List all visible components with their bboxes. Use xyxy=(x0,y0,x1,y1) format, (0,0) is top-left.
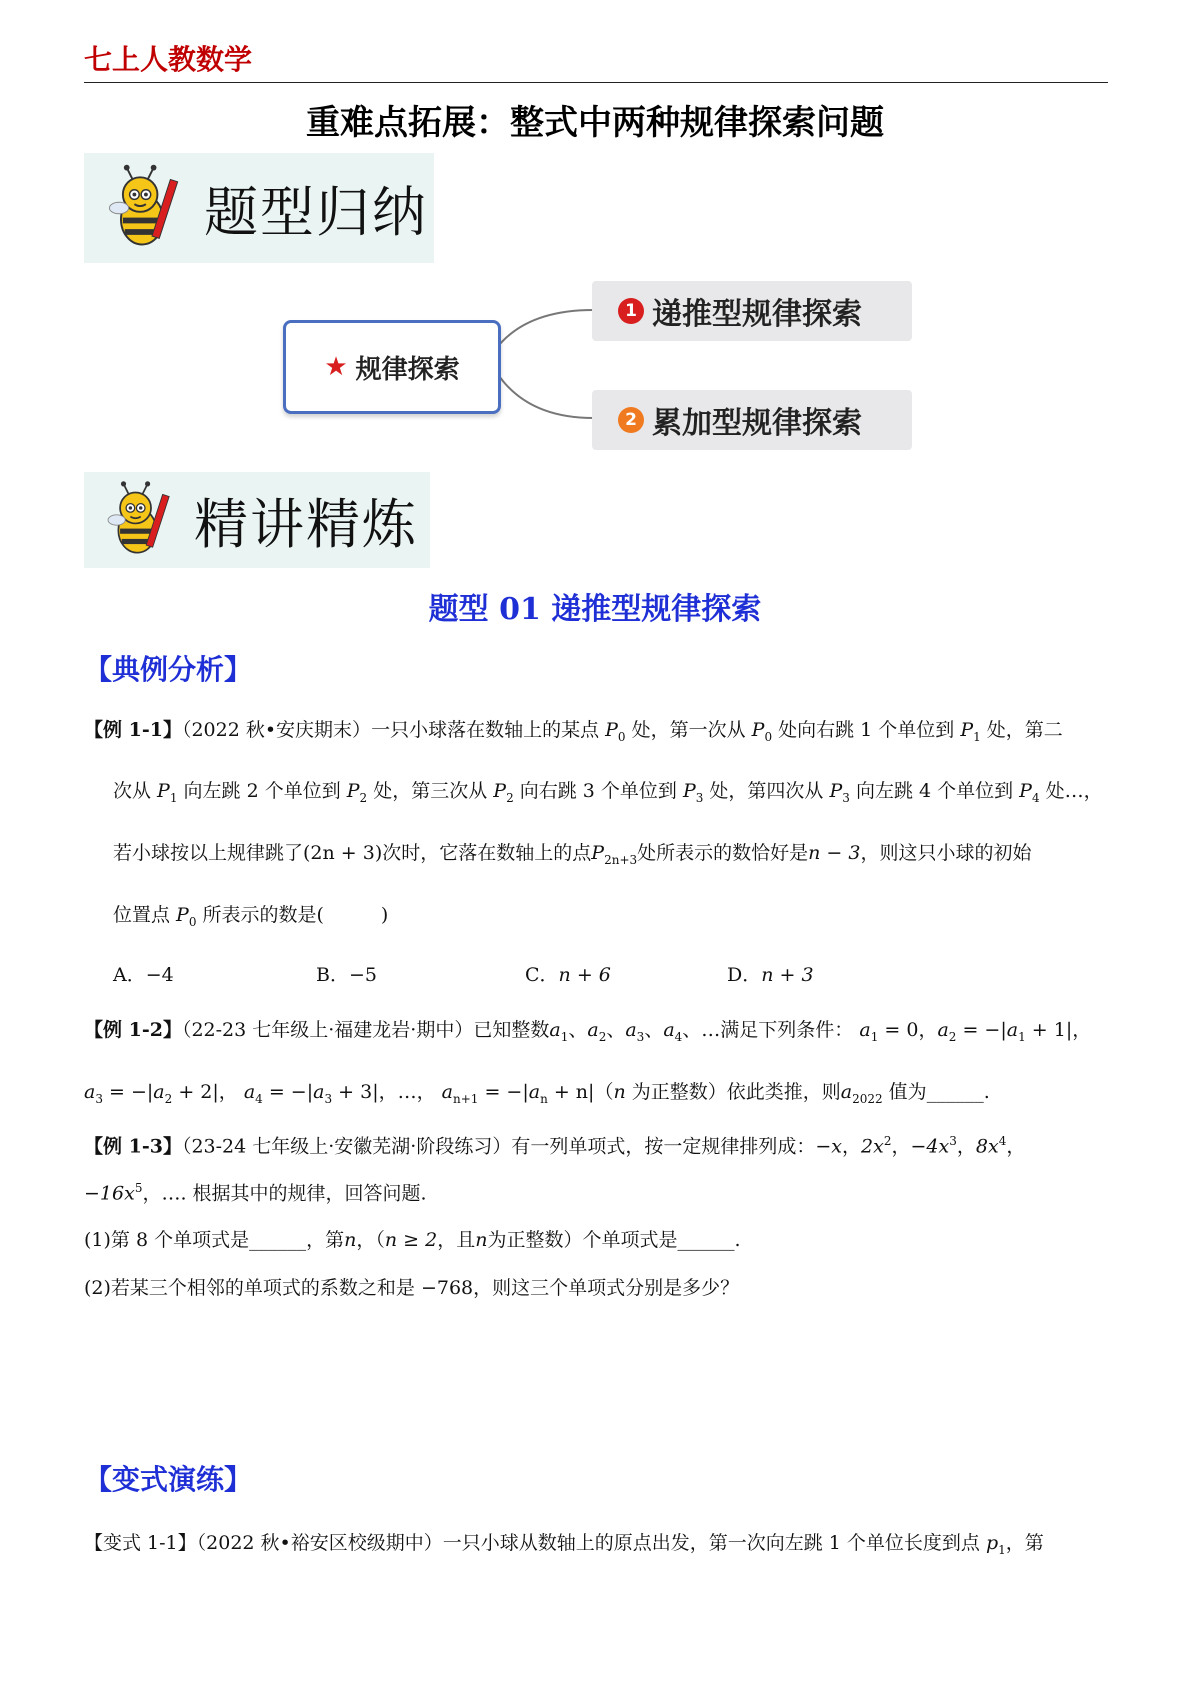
typical-analysis-heading: 【典例分析】 xyxy=(84,653,253,686)
section-title: 题型 01 递推型规律探索 xyxy=(428,592,762,627)
option-b: B．−5 xyxy=(316,964,377,986)
mindmap-connectors xyxy=(495,290,595,440)
variant-practice-heading: 【变式演练】 xyxy=(84,1463,253,1496)
ex11-line4: 位置点 $P_0$ 所表示的数是( ) xyxy=(113,904,389,929)
ex11-line3: 若小球按以上规律跳了(2n + 3)次时，它落在数轴上的点$P_{2n+3}$处所表示的数恰好是n − 3，则这只小球的初始 xyxy=(113,842,1032,867)
banner-text: 精讲精炼 xyxy=(194,492,418,556)
bee-pencil-icon xyxy=(96,477,182,563)
mindmap-branch-2 xyxy=(592,390,912,450)
mindmap-center-label: 规律探索 xyxy=(355,354,460,385)
document-title: 重难点拓展：整式中两种规律探索问题 xyxy=(306,103,884,143)
ex12-line1: 【例 1-2】（22-23 七年级上·福建龙岩·期中）已知整数$a_1$、$a_2$、$a_3$、$a_4$、…满足下列条件： $a_1 = 0$，$a_2 = -|a_1 + 1|$， xyxy=(84,1019,1092,1044)
ex12-line2: $a_3 = -|a_2 + 2|$， $a_4 = -|a_3 + 3|$，…， $a_{n+1} = -|a_n + n|(n$ 为正整数）依此类推，则$a_{2022}$ 值为______. xyxy=(84,1081,990,1106)
number-badge-icon: 1 xyxy=(618,298,644,324)
mindmap-branch-1 xyxy=(592,281,912,341)
ex13-question1: (1)第 8 个单项式是______，第n，（n ≥ 2，且n为正整数）个单项式是______. xyxy=(84,1229,741,1251)
option-d: D．n + 3 xyxy=(727,964,814,986)
branch-label: 累加型规律探索 xyxy=(652,406,862,441)
number-badge-icon: 2 xyxy=(618,407,644,433)
header-title: 七上人教数学 xyxy=(84,43,253,76)
ex13-question2: (2)若某三个相邻的单项式的系数之和是 −768，则这三个单项式分别是多少？ xyxy=(84,1277,740,1299)
ex11-line2: 次从 $P_1$ 向左跳 2 个单位到 $P_2$ 处，第三次从 $P_2$ 向右跳 3 个单位到 $P_3$ 处，第四次从 $P_3$ 向左跳 4 个单位到 $P_4$ 处…， xyxy=(113,780,1103,805)
star-icon: ★ xyxy=(324,352,348,382)
ex11-line1: 【例 1-1】（2022 秋•安庆期末）一只小球落在数轴上的某点 $P_0$ 处，第一次从 $P_0$ 处向右跳 1 个单位到 $P_1$ 处，第二 xyxy=(84,719,1063,744)
var11-line1: 【变式 1-1】（2022 秋•裕安区校级期中）一只小球从数轴上的原点出发，第一次向左跳 1 个单位长度到点 $p_1$，第 xyxy=(84,1532,1044,1557)
option-a: A．−4 xyxy=(113,964,174,986)
bee-pencil-icon xyxy=(96,160,192,256)
ex13-line2: $-16x^5$，…. 根据其中的规律，回答问题. xyxy=(84,1181,427,1205)
banner-text: 题型归纳 xyxy=(204,180,428,244)
page-header xyxy=(84,38,1108,83)
banner-lecture-practice xyxy=(84,472,430,568)
banner-question-types xyxy=(84,153,434,263)
option-c: C．n + 6 xyxy=(525,964,611,986)
mindmap-center-node xyxy=(283,320,501,414)
ex13-line1: 【例 1-3】（23-24 七年级上·安徽芜湖·阶段练习）有一列单项式，按一定规律排列成：−x，$2x^2$，$-4x^3$，$8x^4$， xyxy=(84,1134,1026,1158)
branch-label: 递推型规律探索 xyxy=(652,297,862,332)
